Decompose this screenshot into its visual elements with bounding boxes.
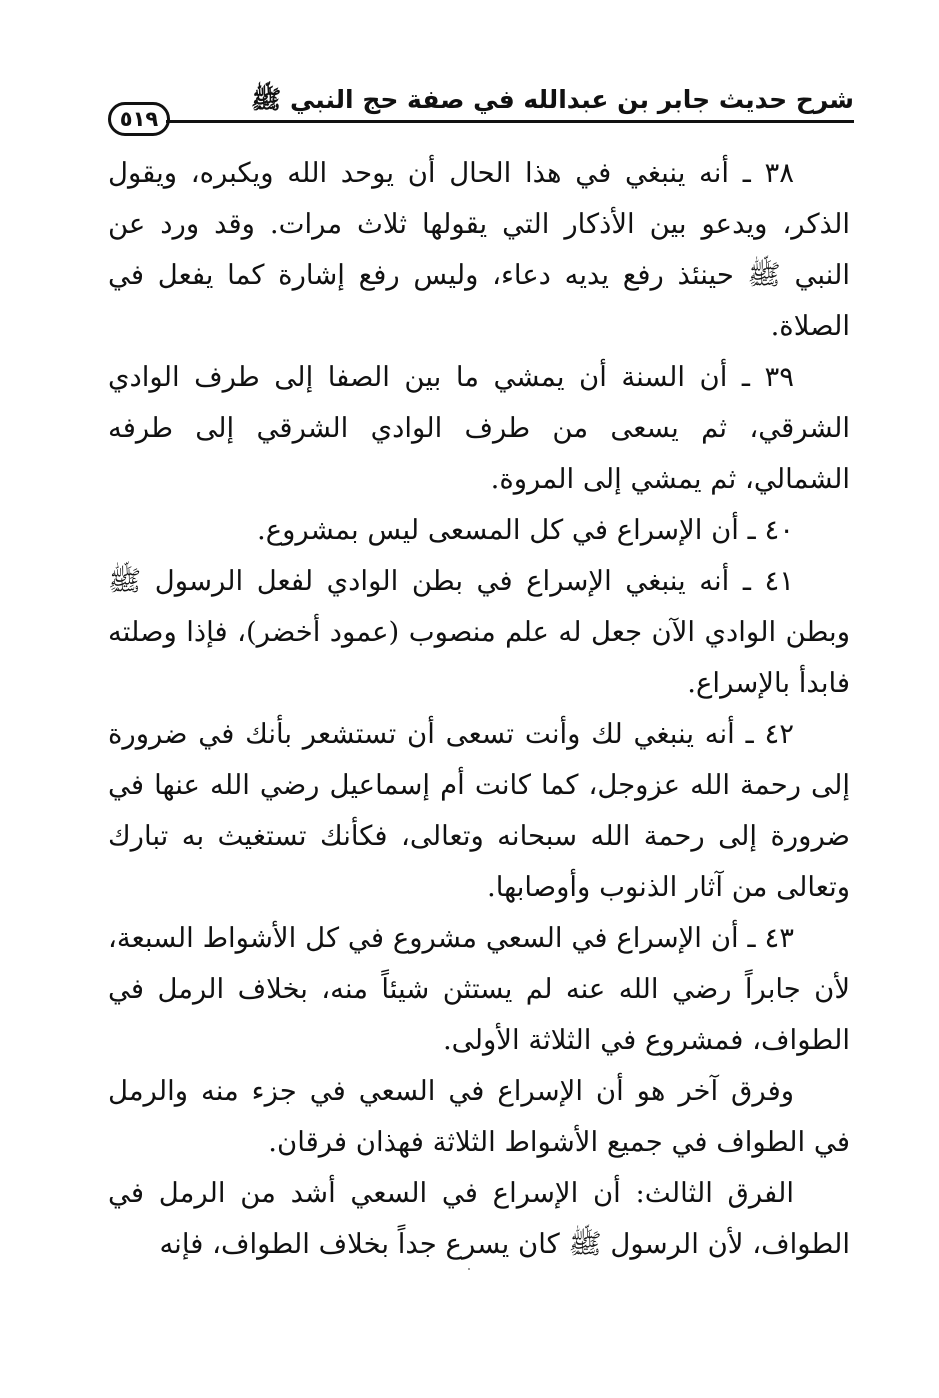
page-number: ٥١٩: [108, 102, 170, 136]
paragraph-43: ٤٣ ـ أن الإسراع في السعي مشروع في كل الأشواط السبعة، لأن جابراً رضي الله عنه لم يستثن شيئاً منه، بخلاف الرمل في الطواف، فمشروع في الثلاثة الأولى.: [108, 922, 850, 1056]
paragraph-42: ٤٢ ـ أنه ينبغي لك وأنت تسعى أن تستشعر بأنك في ضرورة إلى رحمة الله عزوجل، كما كانت أم إسماعيل رضي الله عنها في ضرورة إلى رحمة الله سبحانه وتعالى، فكأنك تستغيث به تبارك وتعالى من آثار الذنوب وأوصابها.: [108, 718, 850, 903]
paragraph-third-difference: الفرق الثالث: أن الإسراع في السعي أشد من الرمل في الطواف، لأن الرسول ﷺ كان يسرع جداً بخلاف الطواف، فإنه: [108, 1177, 850, 1260]
header-rule: [166, 120, 854, 123]
paragraph-40: ٤٠ ـ أن الإسراع في كل المسعى ليس بمشروع.: [256, 514, 794, 546]
paragraph-second-difference: وفرق آخر هو أن الإسراع في السعي في جزء منه والرمل في الطواف في جميع الأشواط الثلاثة فهذان فرقان.: [108, 1075, 850, 1158]
paragraph-38: ٣٨ ـ أنه ينبغي في هذا الحال أن يوحد الله ويكبره، ويقول الذكر، ويدعو بين الأذكار التي يقولها ثلاث مرات. وقد ورد عن النبي ﷺ حينئذ رفع يديه دعاء، وليس رفع إشارة كما يفعل في الصلاة.: [108, 157, 850, 342]
page-header: [108, 78, 854, 134]
page-speck: [468, 1268, 470, 1270]
body-text: [108, 148, 850, 1270]
running-title: شرح حديث جابر بن عبدالله في صفة حج النبي ﷺ: [251, 85, 854, 114]
paragraph-41: ٤١ ـ أنه ينبغي الإسراع في بطن الوادي لفعل الرسول ﷺ وبطن الوادي الآن جعل له علم منصوب (عمود أخضر)، فإذا وصلته فابدأ بالإسراع.: [108, 565, 850, 699]
paragraph-39: ٣٩ ـ أن السنة أن يمشي ما بين الصفا إلى طرف الوادي الشرقي، ثم يسعى من طرف الوادي الشرقي إلى طرفه الشمالي، ثم يمشي إلى المروة.: [108, 361, 850, 495]
